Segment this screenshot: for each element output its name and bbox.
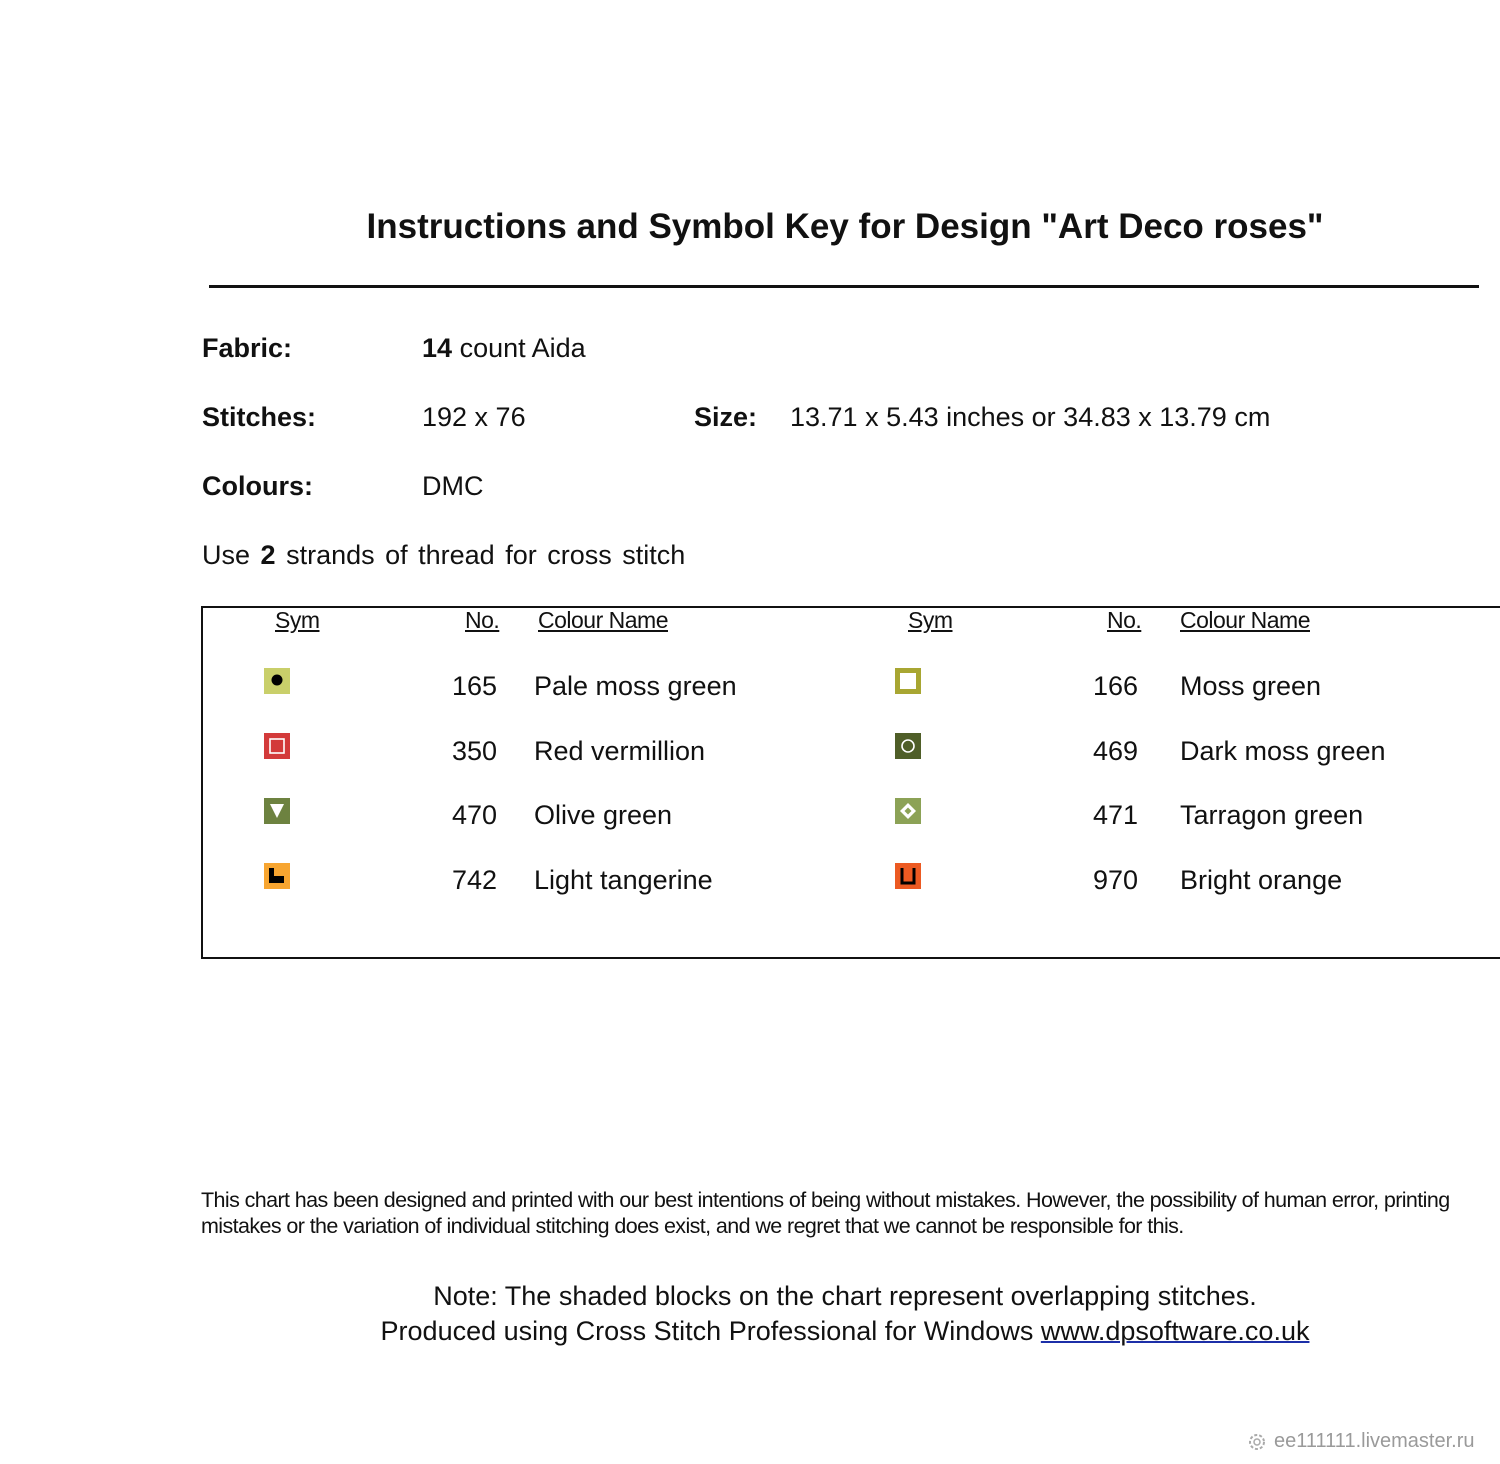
colour-name: Tarragon green — [1180, 800, 1364, 830]
white-square-icon — [895, 668, 921, 694]
symbol-key-box — [201, 606, 1500, 959]
fabric-label: Fabric: — [202, 333, 293, 363]
colours-label: Colours: — [202, 471, 313, 501]
title-divider — [209, 285, 1479, 288]
colour-name-header-right: Colour Name — [1180, 607, 1310, 633]
diamond-icon — [895, 798, 921, 824]
colour-name: Olive green — [534, 800, 673, 830]
thread-number: 970 — [1092, 865, 1138, 895]
stitches-value: 192 x 76 — [422, 402, 526, 432]
watermark-text: ee111111.livemaster.ru — [1274, 1430, 1475, 1452]
fabric-value — [422, 333, 586, 364]
strands-instruction: Use 2 strands of thread for cross stitch — [202, 540, 686, 570]
sym-header-right: Sym — [908, 607, 953, 633]
size-value: 13.71 x 5.43 inches or 34.83 x 13.79 cm — [790, 402, 1271, 432]
note-line-1: Note: The shaded blocks on the chart represent overlapping stitches. — [433, 1281, 1257, 1311]
disclaimer-text: This chart has been designed and printed with our best intentions of being without mistakes. However, the possibility of human error, printing mistakes or the variation of individual stitching does exist, and we regret that we cannot be responsible for this. — [201, 1188, 1450, 1238]
colour-name: Moss green — [1180, 671, 1322, 701]
stitches-label: Stitches: — [202, 402, 317, 432]
sym-header-left: Sym — [275, 607, 320, 633]
no-header-left: No. — [465, 607, 500, 633]
thread-number: 166 — [1092, 671, 1138, 701]
dpsoftware-link[interactable]: www.dpsoftware.co.uk — [1040, 1316, 1310, 1346]
colour-name: Pale moss green — [534, 671, 737, 701]
no-header-right: No. — [1107, 607, 1142, 633]
page-title: Instructions and Symbol Key for Design "Art Deco roses" — [366, 207, 1324, 246]
watermark — [1246, 1430, 1475, 1453]
down-triangle-icon — [264, 798, 290, 824]
fabric-count: 14 — [422, 333, 453, 363]
thread-number: 350 — [451, 736, 497, 766]
strands-count: 2 — [260, 540, 276, 570]
thread-number: 470 — [451, 800, 497, 830]
colours-value: DMC — [422, 471, 484, 501]
colour-name: Bright orange — [1180, 865, 1343, 895]
hollow-circle-icon — [895, 733, 921, 759]
colour-name: Light tangerine — [534, 865, 713, 895]
corner-block-icon — [264, 863, 290, 889]
cup-icon — [895, 863, 921, 889]
thread-number: 165 — [451, 671, 497, 701]
produced-by-text: Produced using Cross Stitch Professional for Windows — [380, 1316, 1034, 1346]
fabric-type: count Aida — [459, 333, 586, 363]
colour-name: Red vermillion — [534, 736, 706, 766]
note-line-2 — [0, 1314, 1500, 1349]
filled-circle-icon — [264, 668, 290, 694]
colour-name: Dark moss green — [1180, 736, 1386, 766]
thread-number: 471 — [1092, 800, 1138, 830]
thread-number: 469 — [1092, 736, 1138, 766]
thread-number: 742 — [451, 865, 497, 895]
hollow-square-icon — [264, 733, 290, 759]
gear-icon — [1246, 1431, 1268, 1453]
colour-name-header-left: Colour Name — [538, 607, 668, 633]
size-label: Size: — [694, 402, 758, 432]
